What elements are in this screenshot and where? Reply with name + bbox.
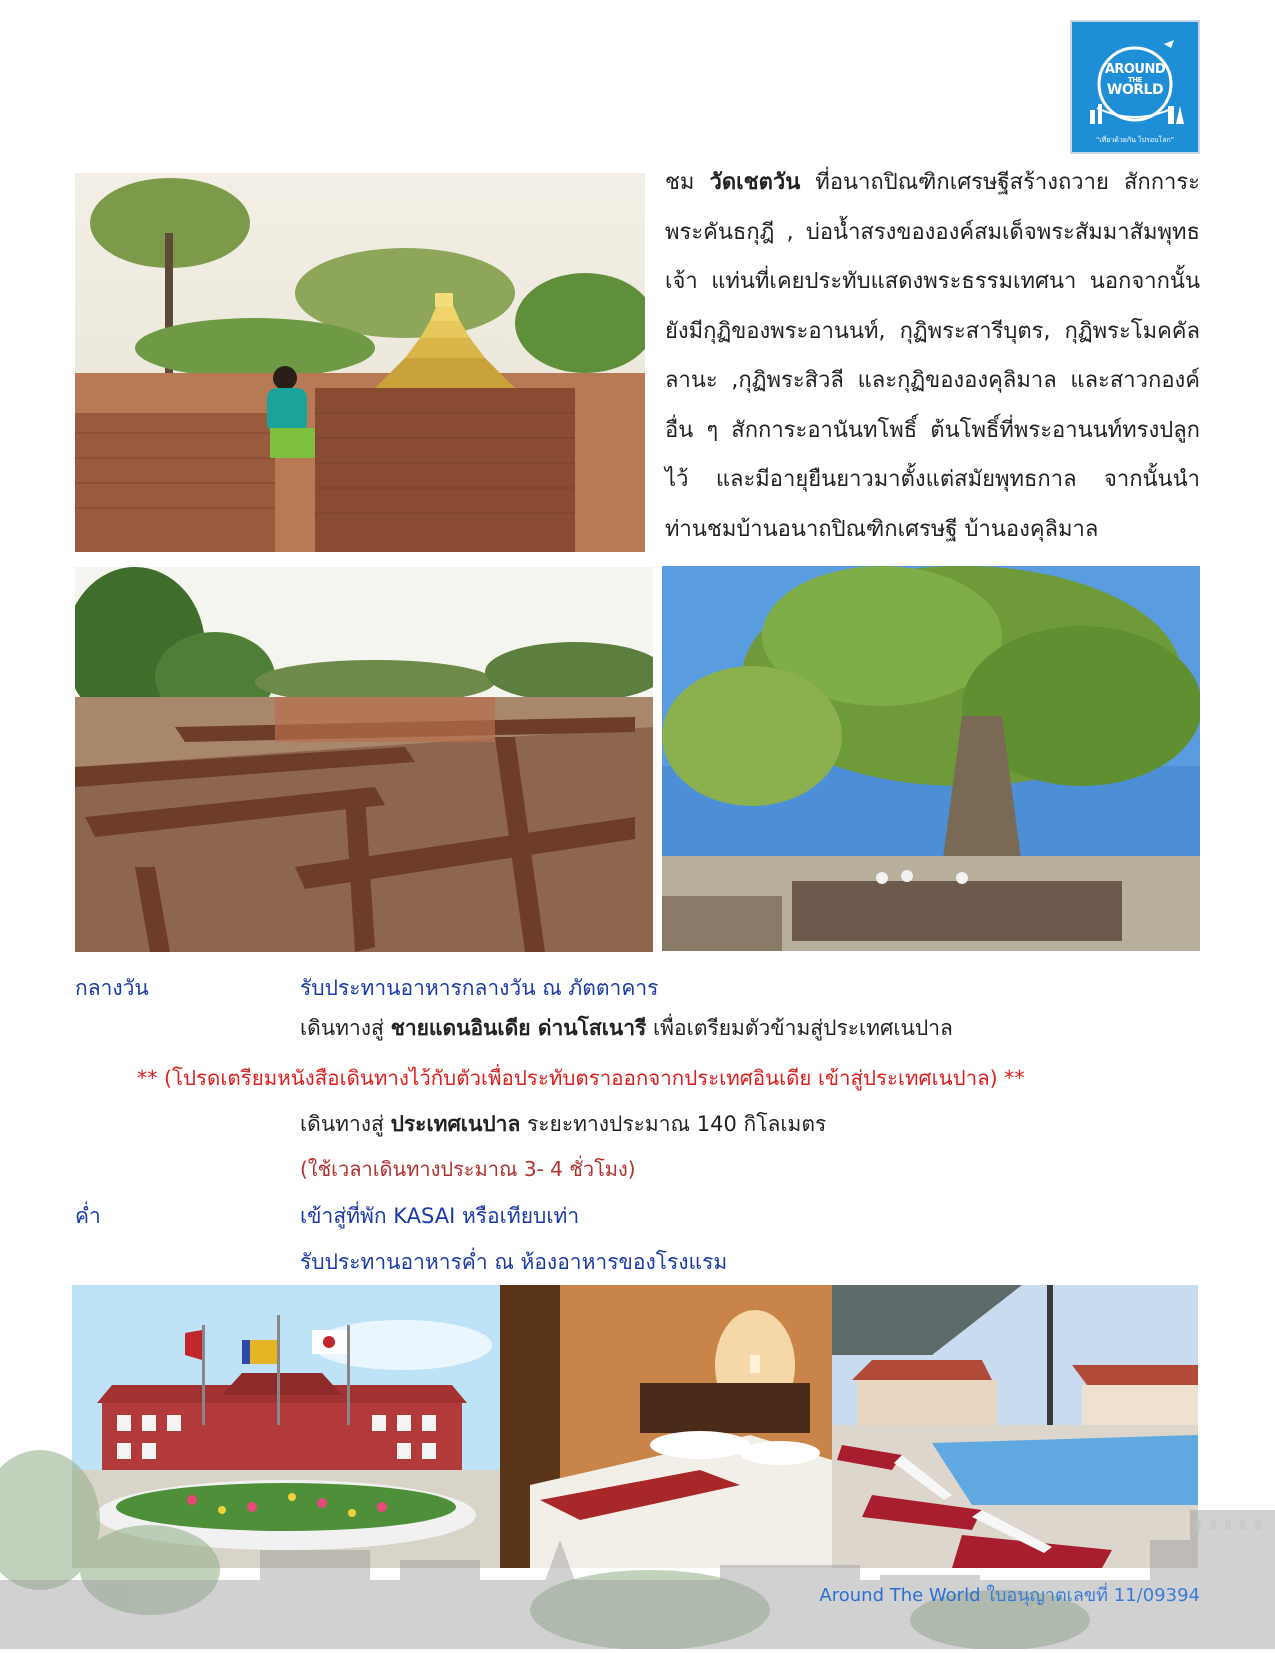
label-lunch: กลางวัน xyxy=(75,976,149,1000)
photo-ananda-bodhi-tree xyxy=(662,566,1200,951)
hotel-checkin: เข้าสู่ที่พัก KASAI หรือเทียบเท่า xyxy=(300,1204,580,1228)
travel-to-border: เดินทางสู่ ชายแดนอินเดีย ด่านโสเนารี เพื่อเตรียมตัวข้ามสู่ประเทศเนปาล xyxy=(300,1016,953,1040)
photo-jetavana-stupa xyxy=(75,173,645,552)
label-dinner: ค่ำ xyxy=(75,1204,101,1228)
passport-note: ** (โปรดเตรียมหนังสือเดินทางไว้กับตัวเพื่อประทับตราออกจากประเทศอินเดีย เข้าสู่ประเทศเนปาล) ** xyxy=(137,1066,1025,1090)
destination-nepal: ประเทศเนปาล xyxy=(390,1112,521,1136)
intro-lead: ชม xyxy=(665,170,710,195)
border-crossing-name: ชายแดนอินเดีย ด่านโสเนารี xyxy=(390,1016,647,1040)
footer-skyline-watermark xyxy=(0,1440,1275,1649)
company-logo xyxy=(1070,20,1200,154)
logo-text-around: AROUND xyxy=(1104,62,1166,77)
intro-body: ที่อนาถปิณฑิกเศรษฐีสร้างถวาย สักการะพระคันธกุฎี , บ่อน้ำสรงขององค์สมเด็จพระสัมมาสัมพุทธเจ้า แท่นที่เคยประทับแสดงพระธรรมเทศนา นอกจากนั้นยังมีกุฏิของพระอานนท์, กุฏิพระสารีบุตร, กุฏิพระโมคคัลลานะ ,กุฏิพระสิวลี และกุฏิขององคุลิมาล และสาวกองค์อื่น ๆ สักการะอานันทโพธิ์ ต้นโพธิ์ที่พระอานนท์ทรงปลูกไว้ และมีอายุยืนยาวมาตั้งแต่สมัยพุทธกาล จากนั้นนำท่านชมบ้านอนาถปิณฑิกเศรษฐี บ้านองคุลิมาล xyxy=(665,170,1200,542)
footer-license xyxy=(819,1580,1200,1609)
intro-highlight-jetavana: วัดเชตวัน xyxy=(709,170,801,195)
intro-paragraph xyxy=(665,158,1200,554)
travel-duration: (ใช้เวลาเดินทางประมาณ 3- 4 ชั่วโมง) xyxy=(300,1157,636,1181)
logo-text-world: WORLD xyxy=(1106,82,1164,98)
footer-license-number: ใบอนุญาตเลขที่ 11/09394 xyxy=(980,1585,1200,1606)
dinner-meal: รับประทานอาหารค่ำ ณ ห้องอาหารของโรงแรม xyxy=(300,1250,728,1274)
logo-text-the: THE xyxy=(1128,76,1142,84)
photo-brick-ruins xyxy=(75,567,653,952)
travel-to-nepal: เดินทางสู่ ประเทศเนปาล ระยะทางประมาณ 140 กิโลเมตร xyxy=(300,1112,827,1136)
footer-brand: Around The World xyxy=(819,1585,981,1606)
logo-tagline: "เที่ยวด้วยกัน ไปรอบโลก" xyxy=(1096,136,1174,144)
lunch-meal: รับประทานอาหารกลางวัน ณ ภัตตาคาร xyxy=(300,976,659,1000)
